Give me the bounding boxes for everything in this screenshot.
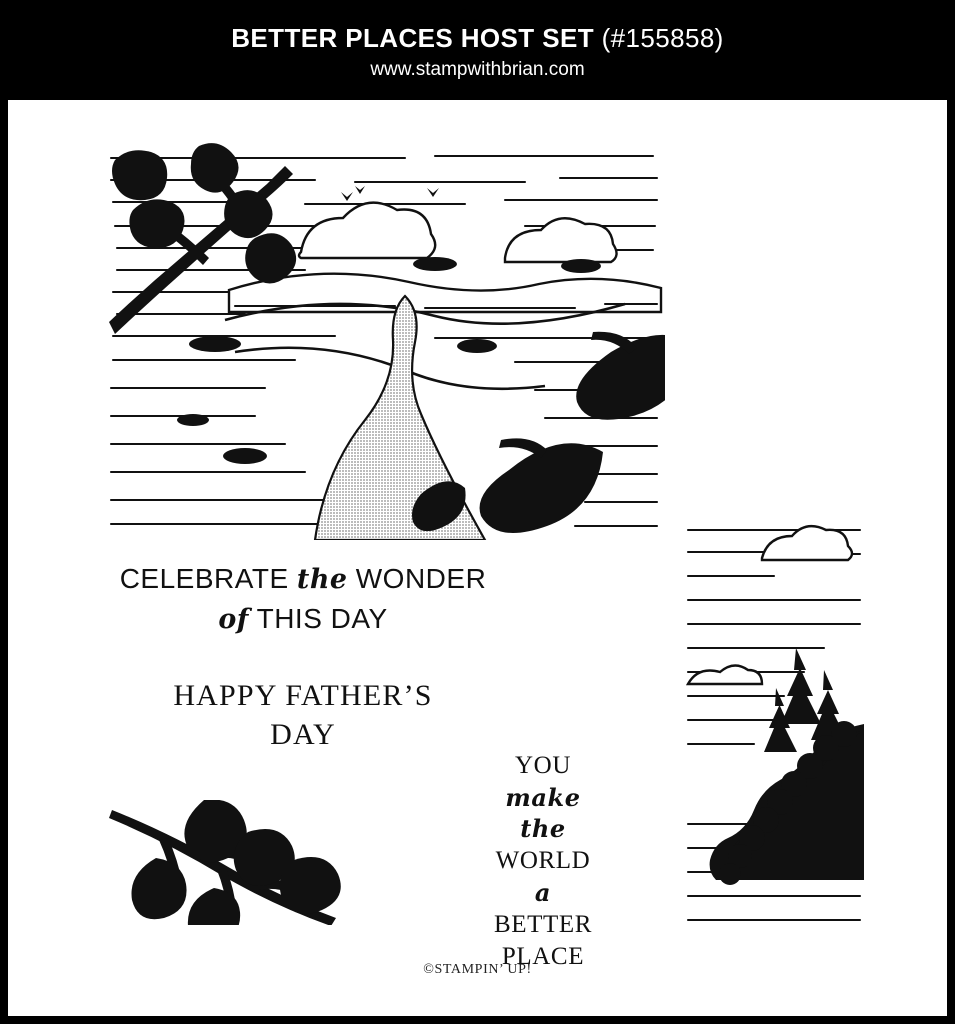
celebrate-word: CELEBRATE	[119, 563, 289, 594]
product-name: BETTER PLACES HOST SET	[231, 23, 594, 53]
stamp-sheet	[8, 100, 947, 1016]
celebrate-script-the: the	[296, 564, 348, 595]
better-place-better: BETTER	[493, 910, 593, 938]
leafy-branch-stamp	[108, 800, 373, 925]
fathers-day-line1: HAPPY FATHER’S	[173, 679, 433, 712]
copyright-text: ©STAMPIN’ UP!	[423, 962, 532, 977]
better-place-place: PLACE	[501, 943, 585, 971]
better-place-script-make: make	[505, 782, 581, 812]
celebrate-script-of: of	[218, 603, 249, 635]
better-place-script-the: the	[520, 813, 566, 843]
better-place-script-a: a	[534, 877, 552, 907]
fathers-day-line2: DAY	[270, 718, 336, 752]
sentiment-better-place	[388, 748, 698, 972]
header-banner	[0, 0, 955, 100]
landscape-scene-stamp	[105, 140, 665, 540]
celebrate-this-day: THIS DAY	[256, 602, 388, 634]
sentiment-celebrate-the-wonder	[93, 562, 513, 635]
page-title	[0, 22, 955, 54]
forest-hillside-stamp	[684, 518, 864, 938]
website-url: www.stampwithbrian.com	[370, 59, 585, 80]
better-place-you: YOU	[515, 752, 571, 779]
celebrate-word-wonder: WONDER	[355, 563, 487, 594]
product-code: (#155858)	[601, 23, 724, 53]
better-place-world: WORLD	[495, 847, 591, 875]
sentiment-happy-fathers-day	[93, 678, 513, 753]
